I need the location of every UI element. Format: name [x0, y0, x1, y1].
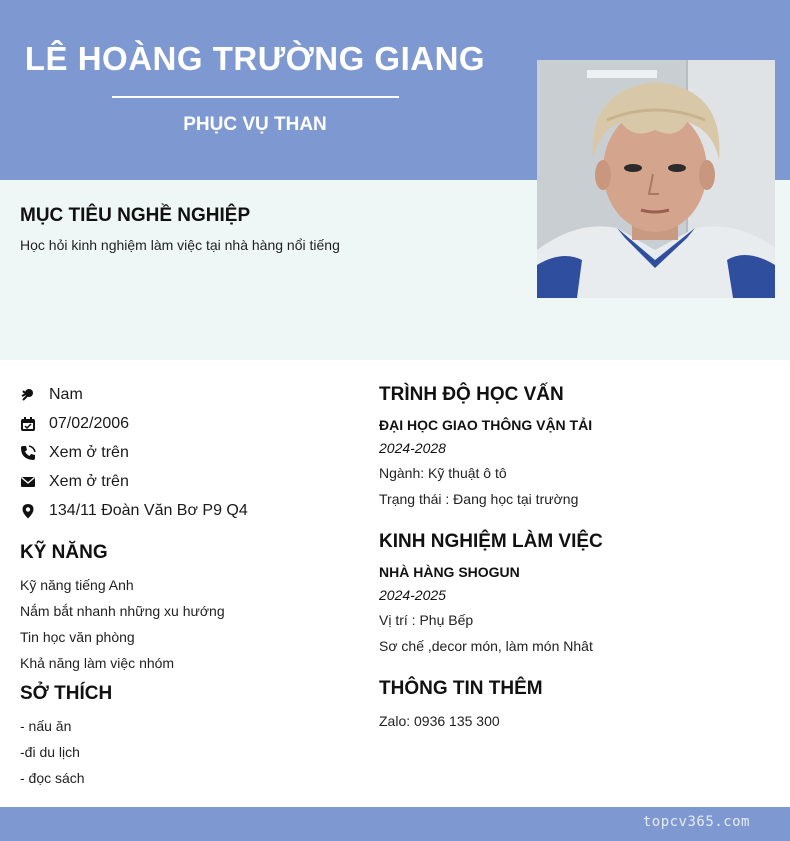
- skills-heading: KỸ NĂNG: [20, 542, 108, 563]
- skill-item: Tin học văn phòng: [20, 629, 135, 645]
- hobbies-list: [20, 713, 85, 791]
- experience-period: 2024-2025: [379, 587, 446, 603]
- experience-heading: KINH NGHIỆM LÀM VIỆC: [379, 531, 603, 552]
- contact-gender-value: Nam: [49, 385, 83, 403]
- skills-list: [20, 572, 225, 676]
- contact-phone: [20, 438, 350, 467]
- phone-icon: [20, 445, 36, 461]
- location-icon: [20, 503, 36, 519]
- education-status: Trạng thái : Đang học tại trường: [379, 491, 579, 507]
- experience-duties: Sơ chế ,decor món, làm món Nhât: [379, 638, 593, 654]
- candidate-name: LÊ HOÀNG TRƯỜNG GIANG: [24, 40, 486, 77]
- email-icon: [20, 474, 36, 490]
- contact-address-value: 134/11 Đoàn Văn Bơ P9 Q4: [49, 501, 248, 519]
- additional-text: Zalo: 0936 135 300: [379, 713, 500, 729]
- objective-text: Học hỏi kinh nghiệm làm việc tại nhà hàng nổi tiếng: [20, 237, 340, 253]
- objective-heading: MỤC TIÊU NGHỀ NGHIỆP: [20, 205, 251, 226]
- additional-heading: THÔNG TIN THÊM: [379, 678, 543, 699]
- contact-birthday: [20, 409, 350, 438]
- name-divider: [112, 96, 399, 98]
- gender-icon: [20, 387, 36, 403]
- job-title: PHỤC VỤ THAN: [183, 114, 327, 135]
- watermark: topcv365.com: [642, 814, 750, 830]
- hobby-item: - nấu ăn: [20, 718, 72, 734]
- contact-email-value: Xem ở trên: [49, 472, 129, 490]
- skill-item: Nắm bắt nhanh những xu hướng: [20, 603, 225, 619]
- contact-email: [20, 467, 350, 496]
- contact-info: [20, 380, 350, 525]
- contact-gender: [20, 380, 350, 409]
- contact-birthday-value: 07/02/2006: [49, 414, 130, 432]
- education-major: Ngành: Kỹ thuật ô tô: [379, 465, 507, 481]
- profile-photo: [537, 60, 775, 298]
- contact-phone-value: Xem ở trên: [49, 443, 129, 461]
- experience-position: Vị trí : Phụ Bếp: [379, 612, 474, 628]
- experience-company: NHÀ HÀNG SHOGUN: [379, 564, 520, 580]
- hobbies-heading: SỞ THÍCH: [20, 683, 113, 704]
- contact-address: [20, 496, 350, 525]
- education-school: ĐẠI HỌC GIAO THÔNG VẬN TẢI: [379, 417, 593, 433]
- education-period: 2024-2028: [379, 440, 446, 456]
- skill-item: Khả năng làm việc nhóm: [20, 655, 175, 671]
- hobby-item: -đi du lịch: [20, 744, 80, 760]
- calendar-icon: [20, 416, 36, 432]
- skill-item: Kỹ năng tiếng Anh: [20, 577, 134, 593]
- education-heading: TRÌNH ĐỘ HỌC VẤN: [379, 384, 564, 405]
- hobby-item: - đọc sách: [20, 770, 85, 786]
- footer-band: [0, 807, 790, 841]
